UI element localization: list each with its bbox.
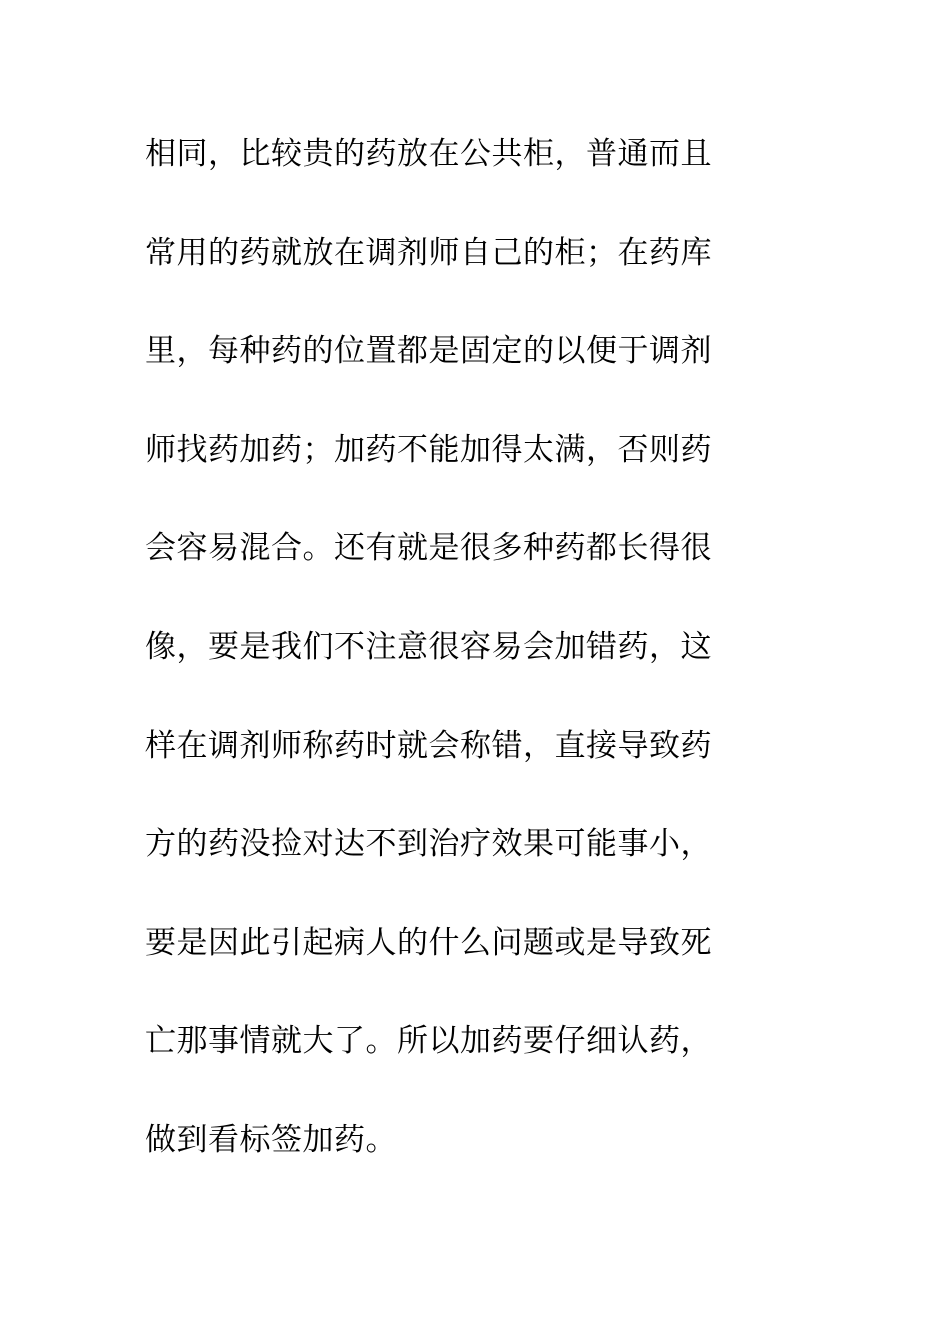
text-line: 方的药没捡对达不到治疗效果可能事小， (145, 826, 712, 863)
body-text (145, 128, 805, 1213)
text-line: 会容易混合。还有就是很多种药都长得很 (145, 530, 712, 567)
text-line: 要是因此引起病人的什么问题或是导致死 (145, 924, 712, 961)
text-line: 师找药加药；加药不能加得太满，否则药 (145, 431, 712, 468)
text-line: 常用的药就放在调剂师自己的柜；在药库 (145, 234, 712, 271)
text-line: 样在调剂师称药时就会称错，直接导致药 (145, 727, 712, 764)
text-line: 里，每种药的位置都是固定的以便于调剂 (145, 333, 712, 370)
text-line: 亡那事情就大了。所以加药要仔细认药， (145, 1023, 712, 1060)
text-line: 像，要是我们不注意很容易会加错药，这 (145, 628, 712, 665)
text-line: 做到看标签加药。 (145, 1121, 397, 1158)
text-line: 相同，比较贵的药放在公共柜，普通而且 (145, 136, 712, 172)
